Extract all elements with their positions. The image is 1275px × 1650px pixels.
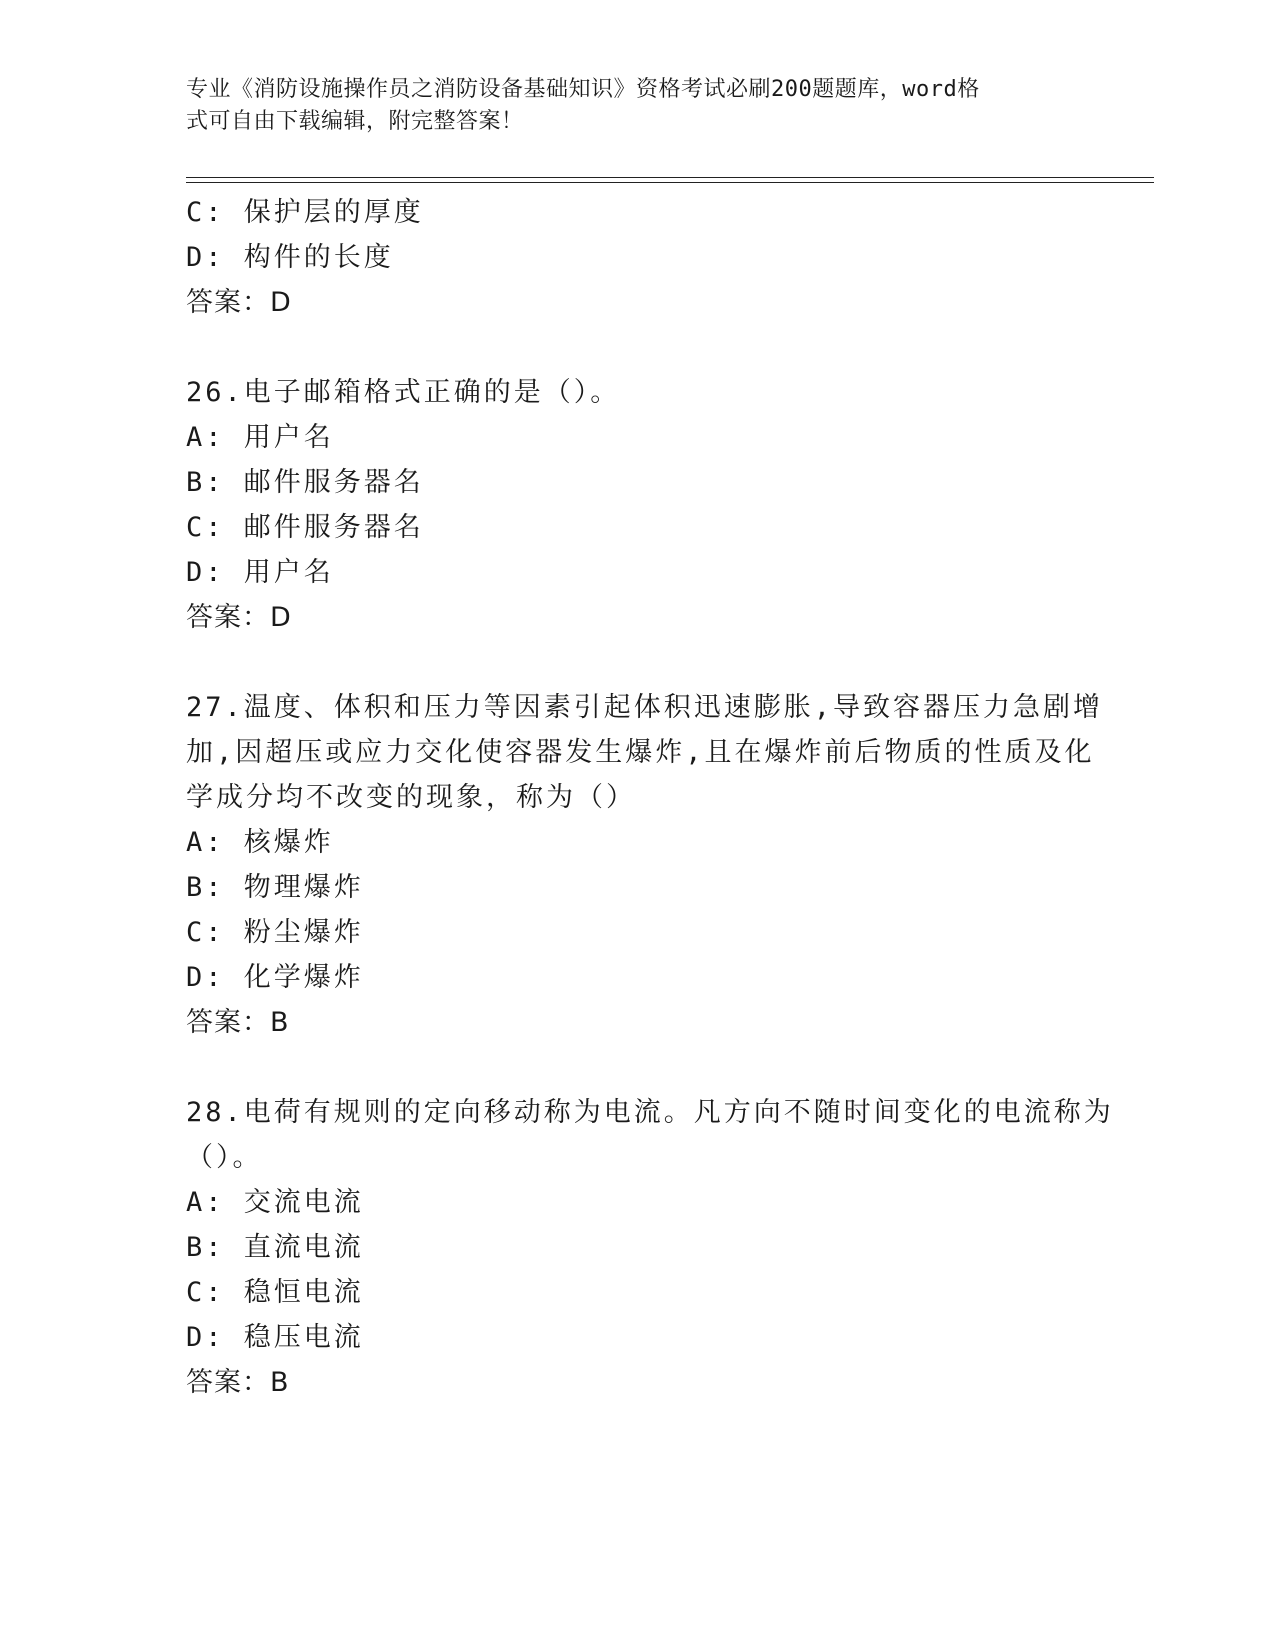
option-a: A: 核爆炸: [186, 827, 334, 858]
question-text-line-1: 28.电荷有规则的定向移动称为电流。凡方向不随时间变化的电流称为: [186, 1097, 1114, 1128]
answer-line: 答案：B: [186, 1007, 290, 1038]
header-divider-bottom: [186, 182, 1154, 183]
option-d: D: 化学爆炸: [186, 962, 364, 993]
prev-question-block: [186, 190, 1086, 325]
option-c: C: 粉尘爆炸: [186, 917, 364, 948]
option-a: A: 用户名: [186, 422, 334, 453]
spacer: [186, 640, 1086, 685]
option-b: B: 邮件服务器名: [186, 467, 424, 498]
option-c: C: 稳恒电流: [186, 1277, 364, 1308]
option-b: B: 直流电流: [186, 1232, 364, 1263]
question-text-line-1: 27.温度、体积和压力等因素引起体积迅速膨胀,导致容器压力急剧增: [186, 692, 1104, 723]
question-27: [186, 685, 1104, 1045]
question-text: 26.电子邮箱格式正确的是（）。: [186, 377, 621, 408]
option-a: A: 交流电流: [186, 1187, 364, 1218]
question-text-line-2: 加,因超压或应力交化使容器发生爆炸,且在爆炸前后物质的性质及化: [186, 737, 1095, 768]
question-28: [186, 1090, 1114, 1405]
option-b: B: 物理爆炸: [186, 872, 364, 903]
spacer: [186, 1045, 1086, 1090]
header-divider-top: [186, 177, 1154, 178]
document-header: [186, 74, 1066, 138]
option-d: D: 构件的长度: [186, 242, 394, 273]
option-d: D: 用户名: [186, 557, 334, 588]
option-c: C: 邮件服务器名: [186, 512, 424, 543]
header-title-line-2: 式可自由下载编辑，附完整答案！: [186, 109, 524, 134]
header-title-line-1: 专业《消防设施操作员之消防设备基础知识》资格考试必刷200题题库，word格: [186, 77, 980, 102]
spacer: [186, 325, 1086, 370]
question-list: [186, 190, 1114, 1405]
question-text-line-3: 学成分均不改变的现象，称为（）: [186, 782, 636, 813]
answer-line: 答案：D: [186, 602, 292, 633]
option-d: D: 稳压电流: [186, 1322, 364, 1353]
question-text-line-2: （）。: [186, 1142, 263, 1173]
answer-line: 答案：D: [186, 287, 292, 318]
question-26: [186, 370, 1086, 640]
answer-line: 答案：B: [186, 1367, 290, 1398]
option-c: C: 保护层的厚度: [186, 197, 424, 228]
